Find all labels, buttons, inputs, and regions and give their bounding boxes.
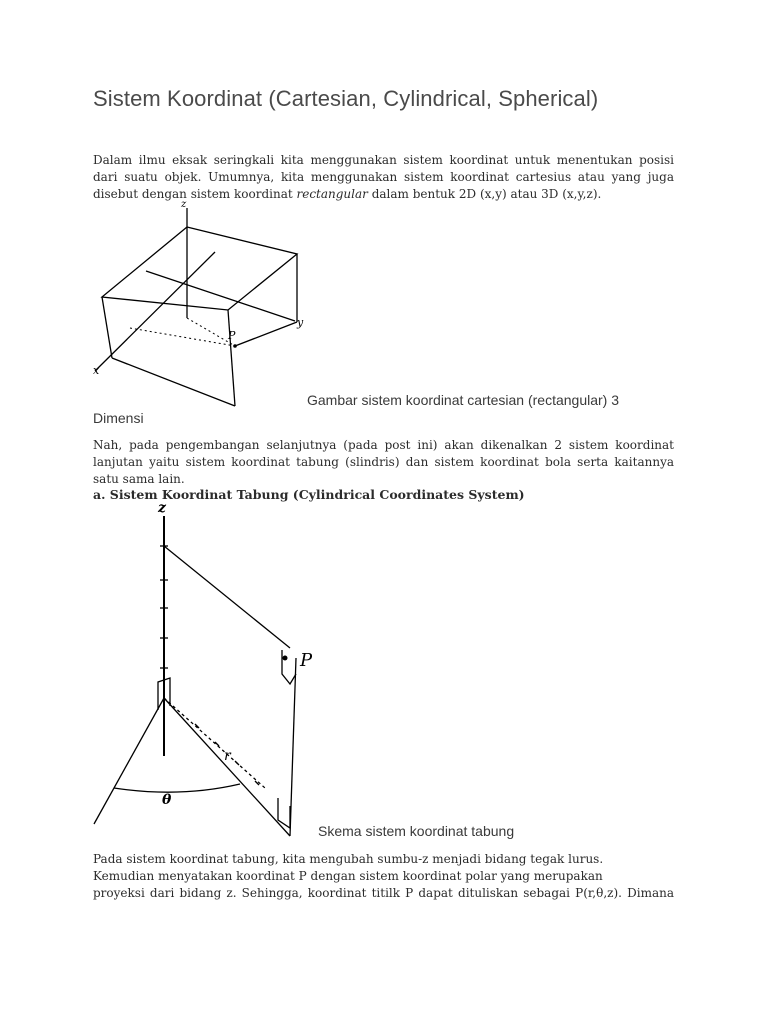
r-tick bbox=[215, 742, 219, 746]
box-edge-front bbox=[228, 310, 235, 406]
point-label-p: P bbox=[300, 650, 313, 671]
box-top-face bbox=[102, 227, 297, 310]
intro-line-2: dari suatu objek. Umumnya, kita menggunakan sistem koordinat cartesius atau yang juga bbox=[93, 170, 674, 184]
intro-line-3-end: dalam bentuk 2D (x,y) atau 3D (x,y,z). bbox=[367, 187, 602, 201]
point-p-marker bbox=[283, 656, 288, 661]
paragraph-2 bbox=[93, 437, 674, 488]
angle-label-theta: θ bbox=[162, 792, 172, 808]
cylindrical-diagram bbox=[90, 498, 330, 838]
line-z-to-p bbox=[164, 546, 290, 648]
y-axis bbox=[146, 271, 295, 321]
para3-line-1: Pada sistem koordinat tabung, kita mengubah sumbu-z menjadi bidang tegak lurus. bbox=[93, 852, 604, 866]
radial-line-r bbox=[164, 698, 290, 836]
page-title: Sistem Koordinat (Cartesian, Cylindrical, Spherical) bbox=[93, 86, 599, 111]
section-heading-cylindrical: a. Sistem Koordinat Tabung (Cylindrical Coordinates System) bbox=[93, 487, 525, 502]
paragraph-3 bbox=[93, 851, 674, 902]
para3-line-3: proyeksi dari bidang z. Sehingga, koordinat titilk P dapat dituliskan sebagai P(r,θ,z). Dimana bbox=[93, 886, 674, 900]
point-p-marker bbox=[233, 344, 237, 348]
axis-label-y: y bbox=[297, 316, 304, 329]
x-axis bbox=[95, 252, 215, 371]
line-p-vertical bbox=[290, 658, 296, 836]
intro-rectangular-term: rectangular bbox=[296, 187, 368, 201]
para2-line-3: satu sama lain. bbox=[93, 472, 185, 486]
cartesian-diagram bbox=[90, 196, 320, 416]
axis-label-z: z bbox=[181, 199, 187, 210]
x-axis-line bbox=[94, 698, 164, 824]
intro-line-1: Dalam ilmu eksak seringkali kita menggunakan sistem koordinat untuk menentukan posisi bbox=[93, 153, 674, 167]
para3-line-2: Kemudian menyatakan koordinat P dengan sistem koordinat polar yang merupakan bbox=[93, 869, 603, 883]
figure1-caption-cont: Dimensi bbox=[93, 410, 144, 426]
base-right-angle bbox=[278, 798, 290, 828]
figure1-caption: Gambar sistem koordinat cartesian (rectangular) 3 bbox=[307, 392, 620, 408]
radius-label-r: r bbox=[224, 748, 231, 764]
box-edge-bottom-right bbox=[235, 322, 297, 346]
intro-line-3-start: disebut dengan sistem koordinat bbox=[93, 187, 297, 201]
axis-label-x: x bbox=[93, 364, 100, 377]
para2-line-2: lanjutan yaitu sistem koordinat tabung (slindris) dan sistem koordinat bola serta kaitannya bbox=[93, 455, 674, 469]
axis-label-z: z bbox=[158, 500, 166, 516]
box-edge-bottom-left bbox=[112, 358, 235, 406]
para2-line-1: Nah, pada pengembangan selanjutnya (pada post ini) akan dikenalkan 2 sistem koordinat bbox=[93, 438, 674, 452]
box-edge-left bbox=[102, 297, 112, 358]
point-label-p: P bbox=[228, 329, 236, 342]
theta-arc bbox=[114, 784, 240, 792]
p-right-angle bbox=[282, 650, 296, 684]
figure2-caption: Skema sistem koordinat tabung bbox=[318, 823, 515, 839]
guide-dotted-1 bbox=[130, 328, 235, 346]
y-axis-line bbox=[164, 698, 265, 788]
